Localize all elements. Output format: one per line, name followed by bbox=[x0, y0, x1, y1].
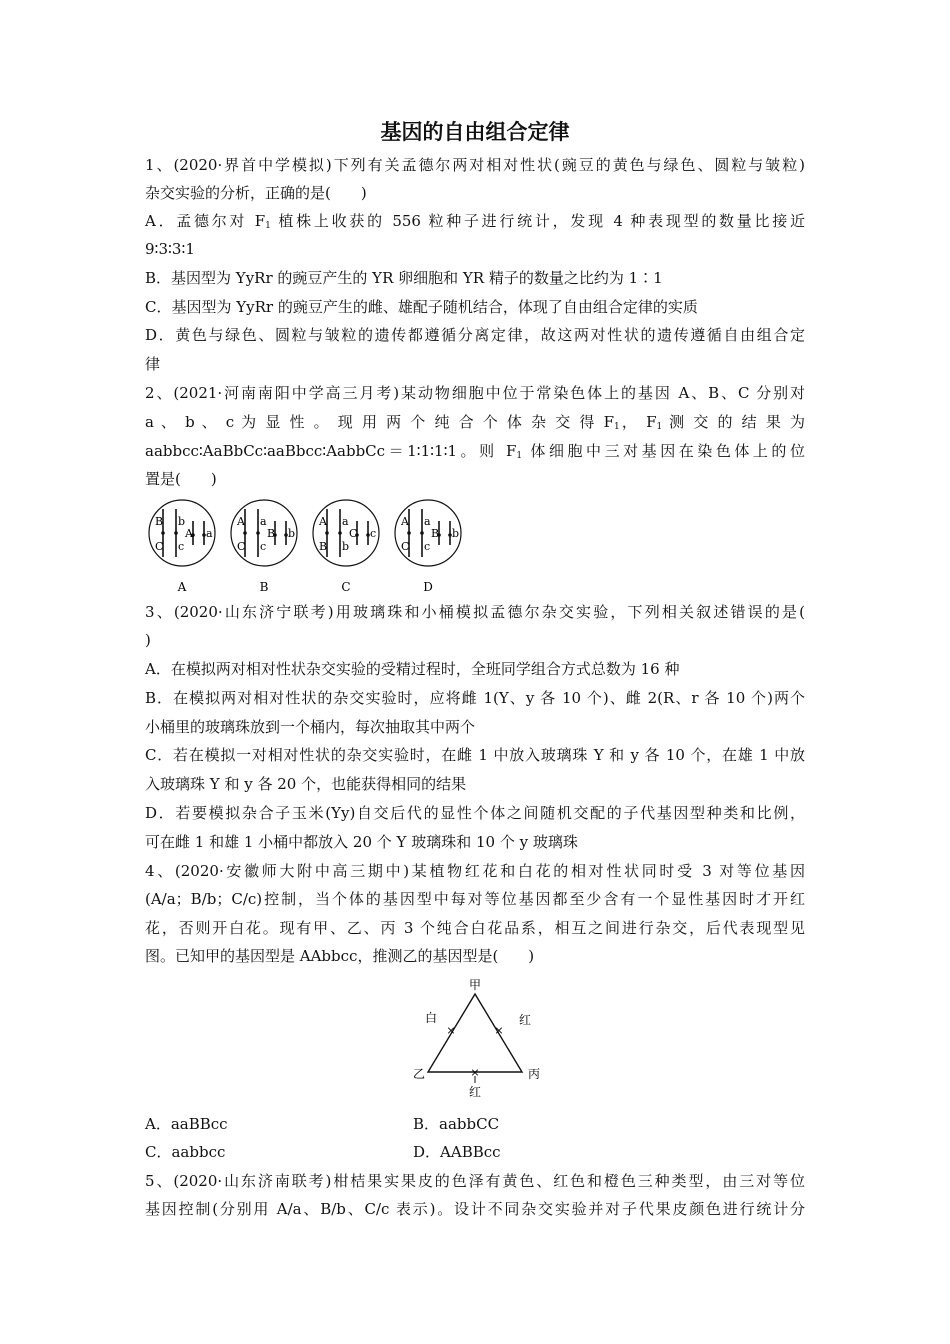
cell-caption: A bbox=[177, 580, 187, 594]
allele-label: b bbox=[178, 515, 186, 528]
q3-stem-line2: ) bbox=[145, 631, 151, 649]
q3-option-a: A．在模拟两对相对性状杂交实验的受精过程时，全班同学组合方式总数为 16 种 bbox=[145, 660, 680, 678]
q3-option-d-line1: D．若要模拟杂合子玉米(Yy)自交后代的显性个体之间随机交配的子代基因型种类和比例， bbox=[145, 804, 805, 822]
allele-label: B bbox=[431, 527, 440, 540]
allele-label: a bbox=[342, 515, 349, 528]
q2-stem-line1: 2、(2021·河南南阳中学高三月考)某动物细胞中位于常染色体上的基因 A、B、C 分别对 bbox=[145, 384, 805, 402]
cell-caption: D bbox=[423, 580, 433, 594]
allele-label: c bbox=[370, 527, 377, 540]
q4-stem-line1: 4、(2020·安徽师大附中高三期中)某植物红花和白花的相对性状同时受 3 对等位基因 bbox=[145, 862, 805, 880]
allele-label: a bbox=[260, 515, 267, 528]
q4-stem-line2: (A/a；B/b；C/c)控制，当个体的基因型中每对等位基因都至少含有一个显性基因时才开红 bbox=[145, 890, 805, 908]
q3-option-d-line2: 可在雌 1 和雄 1 小桶中都放入 20 个 Y 玻璃珠和 10 个 y 玻璃珠 bbox=[145, 833, 578, 851]
cell-d bbox=[395, 500, 461, 594]
q1-option-d-line2: 律 bbox=[145, 355, 161, 373]
allele-label: A bbox=[401, 515, 409, 528]
centromere bbox=[256, 531, 260, 535]
centromere bbox=[325, 531, 329, 535]
q3-option-b-line2: 小桶里的玻璃珠放到一个桶内，每次抽取其中两个 bbox=[145, 718, 476, 736]
q4-stem-line4: 图。已知甲的基因型是 AAbbcc，推测乙的基因型是( ) bbox=[145, 947, 535, 965]
label-jia: 甲 bbox=[468, 978, 482, 992]
q1-option-a-line2: 9∶3∶3∶1 bbox=[145, 240, 195, 258]
q4-stem-line3: 花，否则开白花。现有甲、乙、丙 3 个纯合白花品系，相互之间进行杂交，后代表现型见 bbox=[145, 919, 805, 937]
centromere bbox=[420, 531, 424, 535]
cross-mark-right: × bbox=[494, 1024, 504, 1037]
q1-stem-line2: 杂交实验的分析，正确的是( ) bbox=[145, 184, 367, 202]
q5-stem-line1: 5、(2020·山东济南联考)柑桔果实果皮的色泽有黄色、红色和橙色三种类型，由三对等位 bbox=[145, 1172, 805, 1190]
page-title: 基因的自由组合定律 bbox=[380, 120, 570, 144]
q3-option-c-line2: 入玻璃珠 Y 和 y 各 20 个，也能获得相同的结果 bbox=[145, 775, 467, 793]
label-edge-bottom: 红 bbox=[468, 1085, 482, 1099]
q3-option-c-line1: C．若在模拟一对相对性状的杂交实验时，在雌 1 中放入玻璃珠 Y 和 y 各 10 个，在雄 1 中放 bbox=[145, 746, 805, 764]
allele-label: B bbox=[267, 527, 276, 540]
q2-stem-line3: aabbcc∶AaBbCc∶aaBbcc∶AabbCc＝1∶1∶1∶1。则 $F_1$ 体细胞中三对基因在染色体上的位 bbox=[145, 442, 805, 461]
allele-label: B bbox=[155, 515, 164, 528]
allele-label: a bbox=[206, 527, 213, 540]
label-yi: 乙 bbox=[412, 1067, 426, 1081]
allele-label: C bbox=[237, 540, 246, 553]
allele-label: a bbox=[424, 515, 431, 528]
allele-label: C bbox=[349, 527, 358, 540]
allele-label: c bbox=[424, 540, 431, 553]
allele-label: B bbox=[319, 540, 328, 553]
q1-option-b: B．基因型为 YyRr 的豌豆产生的 YR 卵细胞和 YR 精子的数量之比约为 1∶1 bbox=[145, 269, 663, 287]
q4-option-c: C．aabbcc bbox=[145, 1143, 226, 1161]
q1-option-a-line1: A．孟德尔对 $F_1$ 植株上收获的 556 粒种子进行统计，发现 4 种表现型的数量比接近 bbox=[145, 212, 805, 231]
allele-label: C bbox=[401, 540, 410, 553]
centromere bbox=[243, 531, 247, 535]
chromosome-cells-figure bbox=[140, 496, 470, 596]
q1-option-d-line1: D．黄色与绿色、圆粒与皱粒的遗传都遵循分离定律，故这两对性状的遗传遵循自由组合定 bbox=[145, 326, 805, 344]
q2-stem-line2: a 、 b 、 c 为 显 性 。 现 用 两 个 纯 合 个 体 杂 交 得 $F_1$， $F_1$ 测 交 的 结 果 为 bbox=[145, 413, 805, 432]
q3-stem-line1: 3、(2020·山东济宁联考)用玻璃珠和小桶模拟孟德尔杂交实验，下列相关叙述错误的是( bbox=[145, 603, 805, 621]
cross-triangle-diagram bbox=[395, 972, 555, 1104]
allele-label: A bbox=[319, 515, 327, 528]
cross-mark-left: × bbox=[446, 1024, 456, 1037]
cross-mark-bottom: × bbox=[470, 1066, 480, 1079]
centromere bbox=[338, 531, 342, 535]
centromere bbox=[174, 531, 178, 535]
allele-label: c bbox=[178, 540, 185, 553]
label-bing: 丙 bbox=[527, 1067, 541, 1081]
cell-c bbox=[313, 500, 379, 594]
allele-label: b bbox=[452, 527, 460, 540]
triangle-shape bbox=[428, 994, 522, 1072]
label-edge-right: 红 bbox=[518, 1013, 532, 1027]
q5-stem-line2: 基因控制(分别用 A/a、B/b、C/c 表示)。设计不同杂交实验并对子代果皮颜色进行统计分 bbox=[145, 1200, 805, 1218]
q1-stem-line1: 1、(2020·界首中学模拟)下列有关孟德尔两对相对性状(豌豆的黄色与绿色、圆粒与皱粒) bbox=[145, 156, 805, 174]
label-edge-left: 白 bbox=[424, 1011, 438, 1025]
cell-caption: C bbox=[341, 580, 351, 594]
allele-label: b bbox=[288, 527, 296, 540]
q4-option-d: D．AABBcc bbox=[413, 1143, 501, 1161]
cell-b bbox=[231, 500, 297, 594]
cell-caption: B bbox=[259, 580, 269, 594]
q4-option-a: A．aaBBcc bbox=[145, 1115, 228, 1133]
centromere bbox=[407, 531, 411, 535]
allele-label: b bbox=[342, 540, 350, 553]
allele-label: C bbox=[155, 540, 164, 553]
centromere bbox=[161, 531, 165, 535]
q4-option-b: B．aabbCC bbox=[413, 1115, 500, 1133]
q1-option-c: C．基因型为 YyRr 的豌豆产生的雌、雄配子随机结合，体现了自由组合定律的实质 bbox=[145, 298, 698, 316]
allele-label: A bbox=[237, 515, 245, 528]
cell-a bbox=[149, 500, 215, 594]
allele-label: A bbox=[185, 527, 193, 540]
allele-label: c bbox=[260, 540, 267, 553]
q3-option-b-line1: B．在模拟两对相对性状的杂交实验时，应将雌 1(Y、y 各 10 个)、雌 2(R、r 各 10 个)两个 bbox=[145, 689, 805, 707]
q2-stem-line4: 置是( ) bbox=[145, 470, 217, 488]
